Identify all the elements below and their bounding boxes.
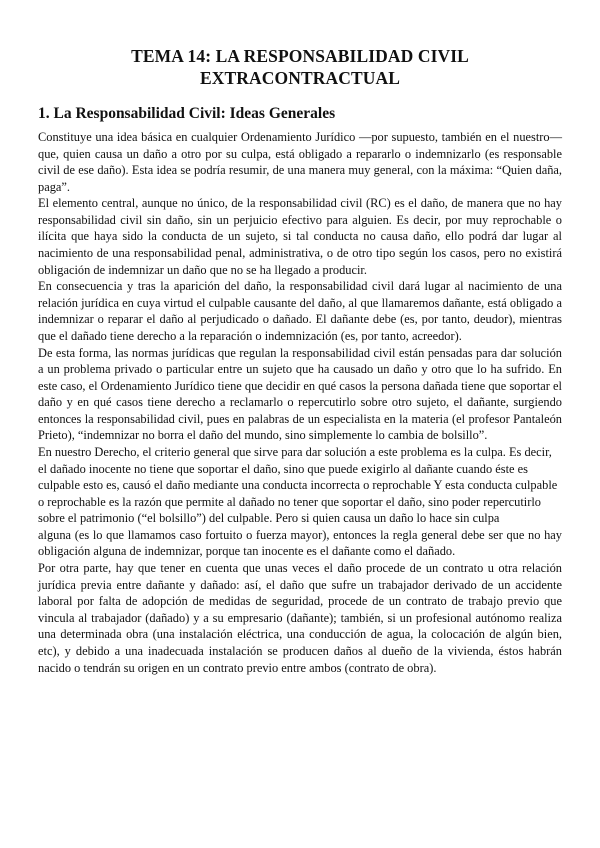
body-text bbox=[38, 129, 562, 676]
document-title bbox=[40, 45, 560, 89]
paragraph: Constituye una idea básica en cualquier Ordenamiento Jurídico —por supuesto, también en el nuestro— que, quien causa un daño a otro por su culpa, está obligado a repararlo o indemnizarlo (es responsable civil de ese daño). Esta idea se podría resumir, de una manera muy general, con la máxima: “Quien daña, paga”. bbox=[38, 130, 562, 194]
paragraph: En nuestro Derecho, el criterio general que sirve para dar solución a este problema es la culpa. Es decir, el dañado inocente no tiene que soportar el daño, sino que puede exigirlo al dañante cuando éste es culpable esto es, causó el daño mediante una conducta incorrecta o reprochable Y esta conducta culpable o reprochable es la razón que permite al dañado no tener que soportar el daño, sino poder repercutirlo sobre el patrimonio (“el bolsillo”) del culpable. Pero si quien causa un daño lo hace sin culpa bbox=[38, 444, 558, 526]
paragraph: alguna (es lo que llamamos caso fortuito o fuerza mayor), entonces la regla general debe ser que no hay obligación alguna de indemnizar, porque tan inocente es el dañante como el dañado. bbox=[38, 527, 562, 559]
paragraph: De esta forma, las normas jurídicas que regulan la responsabilidad civil están pensadas para dar solución a un problema privado o particular entre un sujeto que ha causado un daño y otro que lo ha sufrido. En este caso, el Ordenamiento Jurídico tiene que decidir en qué casos la persona dañada tiene que soportar el daño y en qué casos tiene derecho a reclamarlo o repercutirlo sobre otro sujeto, el dañante, surgiendo entonces la responsabilidad civil, pues en palabras de un especialista en la materia (el profesor Pantaleón Prieto), “indemnizar no borra el daño del mundo, sino simplemente lo cambia de bolsillo”. bbox=[38, 345, 562, 443]
title-line-2: EXTRACONTRACTUAL bbox=[200, 68, 400, 88]
paragraph: En consecuencia y tras la aparición del daño, la responsabilidad civil dará lugar al nacimiento de una relación jurídica en cuya virtud el culpable causante del daño, al que llamaremos dañante, está obligado a indemnizar o reparar el daño al perjudicado o dañado. El dañante debe (es, por tanto, deudor), mientras que el dañado tiene derecho a la reparación o indemnización (es, por tanto, acreedor). bbox=[38, 279, 562, 343]
section-heading: 1. La Responsabilidad Civil: Ideas Generales bbox=[38, 105, 336, 122]
paragraph: Por otra parte, hay que tener en cuenta que unas veces el daño procede de un contrato u otra relación jurídica previa entre dañante y dañado: así, el daño que sufre un trabajador derivado de un accidente laboral por falta de adopción de medidas de seguridad, procede de un contrato de trabajo previo que vincula al trabajador (dañado) y a su empresario (dañante); también, si un profesional autónomo realiza una determinada obra (una instalación eléctrica, una conducción de agua, la colocación de algún bien, etc), y debido a una inadecuada instalación se producen daños al dueño de la vivienda, éstos habrán nacido o tendrán su origen en un contrato previo entre ambos (contrato de obra). bbox=[38, 561, 562, 675]
paragraph: El elemento central, aunque no único, de la responsabilidad civil (RC) es el daño, de manera que no hay responsabilidad civil sin daño, sin un perjuicio efectivo para alguien. Es decir, por muy reprochable o ilícita que haya sido la conducta de un sujeto, si tal conducta no causa daño, ello podrá dar lugar al nacimiento de una responsabilidad penal, administrativa, o de otro tipo según los casos, pero no existirá obligación de indemnizar un daño que no se ha llegado a producir. bbox=[38, 196, 562, 277]
title-line-1: TEMA 14: LA RESPONSABILIDAD CIVIL bbox=[131, 46, 469, 66]
